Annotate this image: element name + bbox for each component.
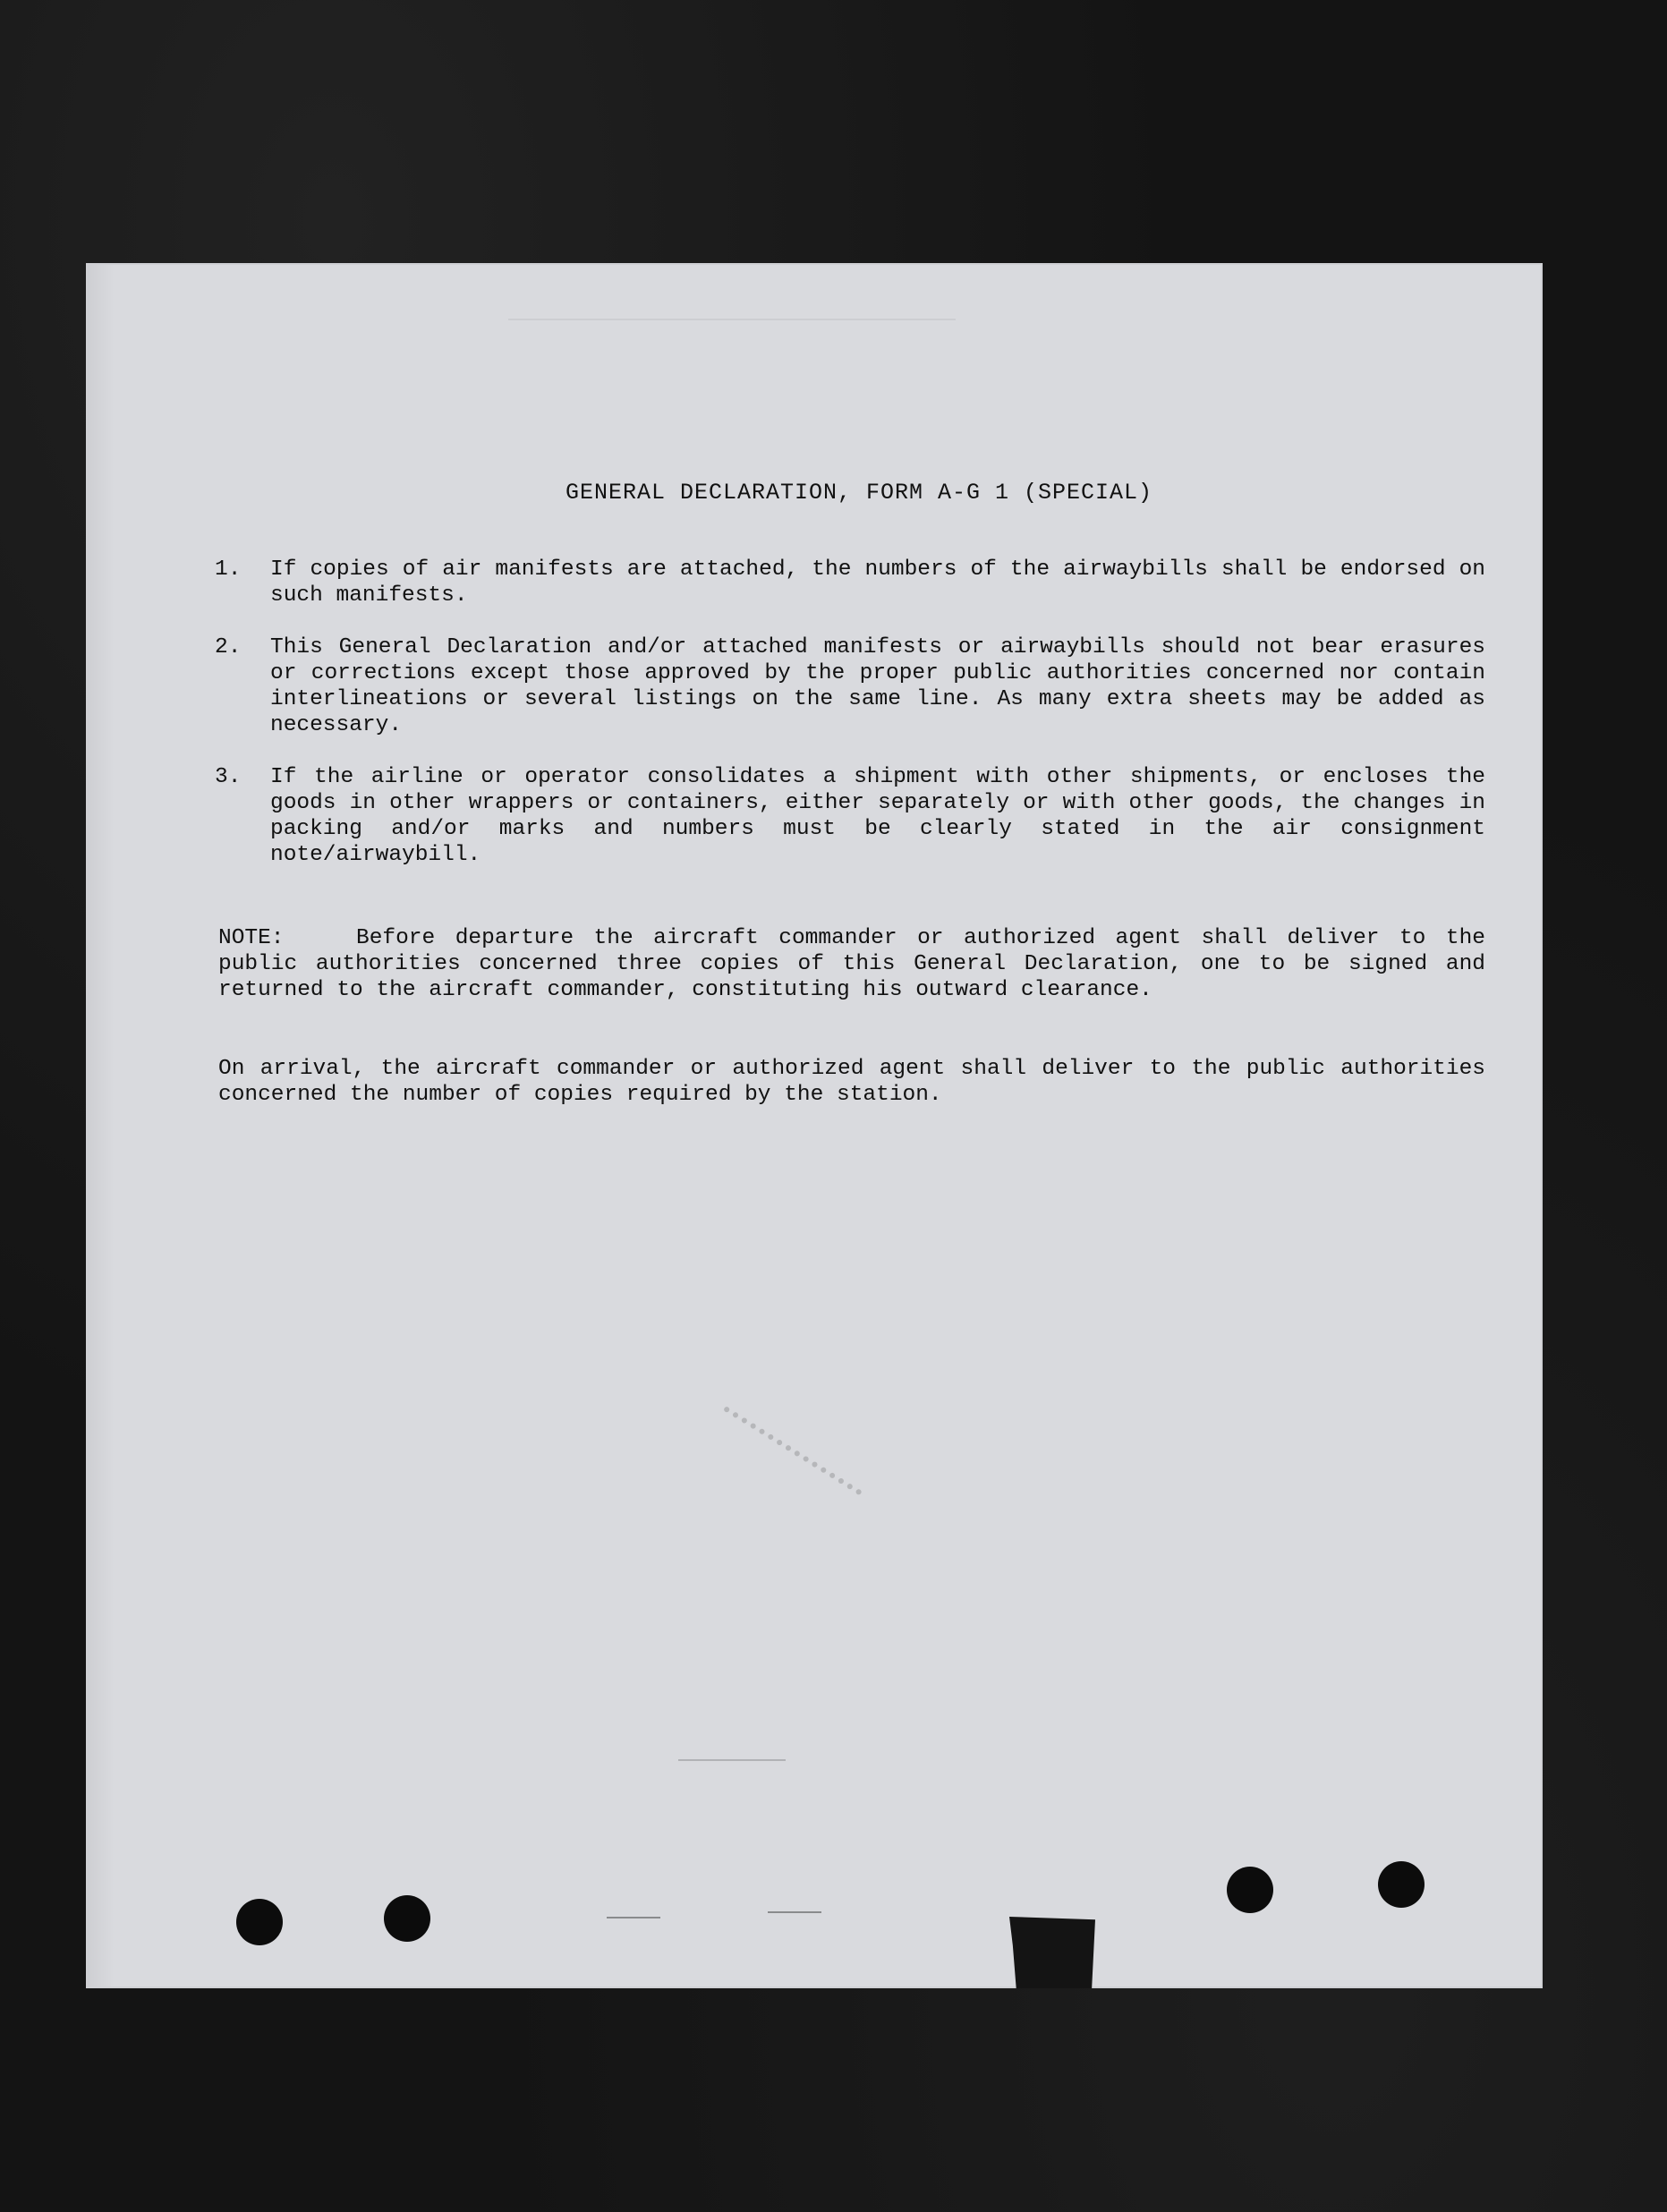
item-number: 3.: [215, 765, 242, 789]
note-label: NOTE:: [218, 926, 285, 950]
document-title: GENERAL DECLARATION, FORM A-G 1 (SPECIAL): [565, 480, 1153, 506]
scan-mark: [607, 1917, 660, 1918]
document-page: [88, 265, 1541, 1987]
show-through-text: [508, 319, 956, 335]
scan-mark: [678, 1759, 786, 1761]
page-tab-notch: [1009, 1917, 1095, 1988]
punch-hole: [1378, 1861, 1425, 1908]
arrival-paragraph: On arrival, the aircraft commander or authorized agent shall deliver to the public authorities concerned the number of copies required by the station.: [218, 1057, 1485, 1107]
item-text: This General Declaration and/or attached manifests or airwaybills should not bear erasures or corrections except those approved by the proper public authorities concerned nor contain interlineations or several listings on the same line. As many extra sheets may be added as necessary.: [270, 635, 1485, 737]
faded-stamp: [709, 1406, 863, 1519]
punch-hole: [236, 1899, 283, 1945]
instruction-item: [215, 764, 1485, 868]
item-text: If the airline or operator consolidates a shipment with other shipments, or encloses the goods in other wrappers or containers, either separately or with other goods, the changes in packing and/or marks and numbers must be clearly stated in the air consignment note/airwaybill.: [270, 765, 1485, 867]
instruction-list: [215, 557, 1485, 894]
punch-hole: [384, 1895, 430, 1942]
item-number: 2.: [215, 635, 242, 659]
page-edge-shadow: [88, 265, 115, 1987]
note-paragraph: [218, 925, 1485, 1003]
instruction-item: [215, 634, 1485, 738]
note-text: Before departure the aircraft commander or authorized agent shall deliver to the public authorities concerned three copies of this General Declaration, one to be signed and returned to the aircraft commander, constituting his outward clearance.: [218, 926, 1485, 1002]
item-number: 1.: [215, 557, 242, 582]
item-text: If copies of air manifests are attached, the numbers of the airwaybills shall be endorsed on such manifests.: [270, 557, 1485, 608]
instruction-item: [215, 557, 1485, 608]
punch-hole: [1227, 1867, 1273, 1913]
scan-mark: [768, 1911, 821, 1913]
